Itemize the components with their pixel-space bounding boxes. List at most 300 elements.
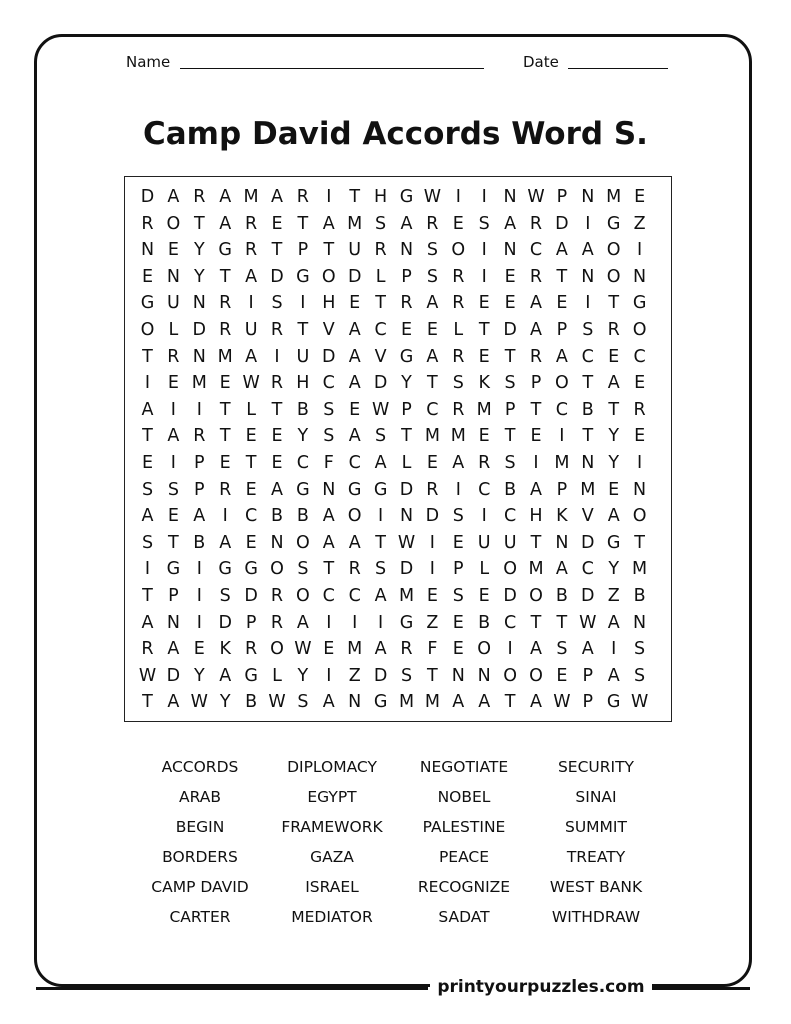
grid-cell[interactable]: E (478, 293, 490, 314)
grid-cell[interactable]: H (529, 506, 543, 527)
grid-cell[interactable]: N (192, 293, 206, 314)
grid-cell[interactable]: I (170, 399, 176, 420)
grid-cell[interactable]: D (399, 479, 414, 500)
grid-cell[interactable]: T (271, 399, 283, 420)
grid-cell[interactable]: E (323, 639, 335, 660)
grid-cell[interactable]: A (530, 639, 542, 660)
grid-cell[interactable]: D (399, 559, 414, 580)
grid-cell[interactable]: H (374, 187, 388, 207)
grid-cell[interactable]: P (245, 612, 257, 633)
grid-cell[interactable]: P (194, 479, 205, 500)
grid-cell[interactable]: S (452, 373, 464, 394)
grid-cell[interactable]: O (321, 266, 336, 287)
date-line[interactable] (568, 68, 668, 69)
grid-cell[interactable]: T (142, 426, 153, 447)
grid-cell[interactable]: T (530, 532, 542, 553)
grid-cell[interactable]: A (167, 639, 180, 660)
grid-cell[interactable]: O (270, 559, 284, 580)
grid-cell[interactable]: D (581, 586, 595, 606)
grid-cell[interactable]: I (378, 612, 384, 633)
grid-cell[interactable]: A (530, 293, 542, 314)
grid-cell[interactable]: G (140, 293, 155, 314)
grid-cell[interactable]: A (581, 639, 594, 660)
grid-cell[interactable]: G (399, 187, 414, 207)
grid-cell[interactable]: Y (193, 266, 205, 287)
grid-cell[interactable]: I (481, 240, 487, 261)
grid-cell[interactable]: A (530, 320, 542, 340)
grid-cell[interactable]: D (140, 187, 155, 207)
grid-cell[interactable]: T (556, 266, 568, 287)
grid-cell[interactable]: B (270, 506, 283, 527)
grid-cell[interactable]: A (167, 692, 180, 713)
grid-cell[interactable]: N (477, 665, 491, 686)
grid-cell[interactable]: B (478, 612, 491, 633)
grid-cell[interactable]: N (581, 187, 595, 207)
grid-cell[interactable]: E (452, 612, 464, 633)
grid-cell[interactable]: T (582, 426, 594, 447)
grid-cell[interactable]: B (633, 586, 646, 606)
grid-cell[interactable]: I (144, 559, 151, 580)
grid-cell[interactable]: Y (608, 426, 620, 447)
grid-cell[interactable]: O (451, 240, 466, 261)
grid-cell[interactable]: K (478, 373, 490, 394)
grid-cell[interactable]: G (296, 479, 310, 500)
grid-cell[interactable]: S (452, 586, 464, 606)
grid-cell[interactable]: I (326, 612, 332, 633)
grid-cell[interactable]: W (579, 612, 597, 633)
grid-cell[interactable]: A (400, 213, 413, 234)
grid-cell[interactable]: S (452, 506, 464, 527)
grid-cell[interactable]: T (427, 665, 438, 686)
grid-cell[interactable]: K (219, 639, 231, 660)
grid-cell[interactable]: T (219, 266, 231, 287)
grid-cell[interactable]: G (373, 692, 388, 713)
grid-cell[interactable]: R (219, 320, 232, 340)
grid-cell[interactable]: U (166, 293, 180, 314)
grid-cell[interactable]: B (245, 692, 258, 713)
grid-cell[interactable]: I (559, 426, 565, 447)
grid-cell[interactable]: S (297, 692, 309, 713)
grid-cell[interactable]: Y (219, 692, 231, 713)
grid-cell[interactable]: I (196, 559, 202, 580)
grid-cell[interactable]: Y (608, 453, 620, 473)
grid-cell[interactable]: A (607, 373, 620, 394)
grid-cell[interactable]: I (196, 586, 202, 606)
grid-cell[interactable]: A (374, 639, 387, 660)
grid-cell[interactable]: T (582, 373, 594, 394)
grid-cell[interactable]: G (399, 346, 414, 367)
grid-cell[interactable]: N (322, 479, 336, 500)
grid-cell[interactable]: I (455, 187, 461, 207)
grid-cell[interactable]: A (530, 479, 542, 500)
grid-cell[interactable]: A (555, 559, 568, 580)
grid-cell[interactable]: E (167, 240, 179, 261)
grid-cell[interactable]: M (347, 213, 363, 234)
grid-cell[interactable]: D (503, 586, 517, 606)
grid-cell[interactable]: T (608, 293, 620, 314)
grid-cell[interactable]: M (217, 346, 233, 367)
grid-cell[interactable]: G (166, 559, 181, 580)
grid-cell[interactable]: R (529, 213, 543, 234)
grid-cell[interactable]: R (400, 639, 413, 660)
grid-cell[interactable]: I (611, 639, 617, 660)
grid-cell[interactable]: A (322, 213, 335, 234)
grid-cell[interactable]: I (196, 399, 202, 420)
grid-cell[interactable]: O (632, 506, 647, 527)
grid-cell[interactable]: T (142, 586, 153, 606)
grid-cell[interactable]: M (528, 559, 544, 580)
grid-cell[interactable]: I (507, 639, 513, 660)
grid-cell[interactable]: D (218, 612, 232, 633)
grid-cell[interactable]: A (555, 346, 568, 367)
grid-cell[interactable]: S (219, 586, 231, 606)
grid-cell[interactable]: T (530, 612, 542, 633)
grid-cell[interactable]: O (166, 213, 181, 234)
grid-cell[interactable]: S (141, 479, 154, 500)
grid-cell[interactable]: N (192, 346, 206, 367)
grid-cell[interactable]: C (348, 586, 361, 606)
grid-cell[interactable]: E (219, 453, 231, 473)
grid-cell[interactable]: A (219, 213, 232, 234)
grid-cell[interactable]: N (166, 612, 180, 633)
grid-cell[interactable]: C (296, 453, 309, 473)
grid-cell[interactable]: G (244, 665, 258, 686)
grid-cell[interactable]: E (556, 665, 568, 686)
grid-cell[interactable]: I (481, 506, 487, 527)
grid-cell[interactable]: A (530, 692, 542, 713)
grid-cell[interactable]: M (424, 692, 440, 713)
grid-cell[interactable]: A (348, 532, 361, 553)
grid-cell[interactable]: S (556, 639, 568, 660)
grid-cell[interactable]: T (375, 532, 386, 553)
grid-cell[interactable]: W (397, 532, 416, 553)
grid-cell[interactable]: N (633, 479, 647, 500)
grid-cell[interactable]: C (478, 479, 491, 500)
grid-cell[interactable]: C (322, 373, 335, 394)
grid-cell[interactable]: K (556, 506, 568, 527)
grid-cell[interactable]: N (166, 266, 180, 287)
grid-cell[interactable]: T (271, 240, 283, 261)
grid-cell[interactable]: E (426, 586, 438, 606)
grid-cell[interactable]: O (270, 639, 284, 660)
grid-cell[interactable]: E (478, 426, 490, 447)
grid-cell[interactable]: R (426, 213, 439, 234)
grid-cell[interactable]: C (529, 240, 543, 261)
grid-cell[interactable]: A (607, 665, 620, 686)
grid-cell[interactable]: I (481, 266, 487, 287)
grid-cell[interactable]: L (168, 320, 179, 340)
grid-cell[interactable]: T (349, 187, 361, 207)
grid-cell[interactable]: C (581, 346, 594, 367)
grid-cell[interactable]: A (141, 612, 154, 633)
grid-cell[interactable]: D (425, 506, 440, 527)
grid-cell[interactable]: R (529, 266, 543, 287)
grid-cell[interactable]: G (606, 213, 621, 234)
grid-cell[interactable]: A (271, 187, 283, 207)
grid-cell[interactable]: T (297, 320, 309, 340)
grid-cell[interactable]: C (555, 399, 568, 420)
grid-cell[interactable]: R (529, 346, 543, 367)
grid-cell[interactable]: M (632, 559, 648, 580)
grid-cell[interactable]: R (219, 293, 232, 314)
grid-cell[interactable]: R (452, 399, 465, 420)
grid-cell[interactable]: I (222, 506, 228, 527)
grid-cell[interactable]: G (218, 559, 232, 580)
grid-cell[interactable]: T (530, 399, 542, 420)
grid-cell[interactable]: G (244, 559, 258, 580)
grid-cell[interactable]: W (423, 187, 442, 207)
grid-cell[interactable]: T (219, 426, 231, 447)
grid-cell[interactable]: N (555, 532, 569, 553)
grid-cell[interactable]: E (608, 346, 620, 367)
grid-cell[interactable]: E (141, 453, 154, 473)
grid-cell[interactable]: W (527, 187, 545, 207)
grid-cell[interactable]: S (375, 426, 387, 447)
grid-cell[interactable]: P (556, 479, 568, 500)
grid-cell[interactable]: W (371, 399, 390, 420)
grid-cell[interactable]: T (634, 532, 645, 553)
grid-cell[interactable]: N (503, 240, 517, 261)
grid-cell[interactable]: I (637, 240, 643, 261)
grid-cell[interactable]: B (193, 532, 206, 553)
grid-cell[interactable]: R (400, 293, 413, 314)
grid-cell[interactable]: A (504, 213, 517, 234)
grid-cell[interactable]: E (634, 426, 646, 447)
grid-cell[interactable]: D (244, 586, 258, 606)
grid-cell[interactable]: E (504, 266, 516, 287)
grid-cell[interactable]: R (270, 586, 284, 606)
grid-cell[interactable]: S (141, 532, 154, 553)
grid-cell[interactable]: N (399, 240, 414, 261)
grid-cell[interactable]: L (246, 399, 256, 420)
grid-cell[interactable]: O (606, 266, 621, 287)
grid-cell[interactable]: T (193, 213, 205, 234)
grid-cell[interactable]: S (167, 479, 179, 500)
grid-cell[interactable]: R (193, 426, 206, 447)
grid-cell[interactable]: A (581, 240, 594, 261)
grid-cell[interactable]: N (581, 453, 595, 473)
grid-cell[interactable]: A (271, 479, 283, 500)
grid-cell[interactable]: E (271, 213, 283, 234)
grid-cell[interactable]: B (504, 479, 517, 500)
grid-cell[interactable]: P (401, 266, 412, 287)
grid-cell[interactable]: I (300, 293, 306, 314)
grid-cell[interactable]: G (218, 240, 232, 261)
grid-cell[interactable]: D (347, 266, 362, 287)
grid-cell[interactable]: O (296, 586, 310, 606)
grid-cell[interactable]: R (193, 187, 206, 207)
grid-cell[interactable]: I (585, 213, 591, 234)
grid-cell[interactable]: T (323, 240, 335, 261)
grid-cell[interactable]: A (322, 532, 335, 553)
grid-cell[interactable]: S (323, 399, 335, 420)
grid-cell[interactable]: E (426, 320, 438, 340)
grid-cell[interactable]: I (637, 453, 643, 473)
grid-cell[interactable]: E (452, 639, 464, 660)
grid-cell[interactable]: Y (401, 373, 412, 394)
grid-cell[interactable]: I (326, 665, 332, 686)
grid-cell[interactable]: Y (297, 665, 309, 686)
grid-cell[interactable]: A (193, 506, 206, 527)
grid-cell[interactable]: A (348, 320, 361, 340)
grid-cell[interactable]: B (296, 399, 309, 420)
grid-cell[interactable]: E (271, 453, 283, 473)
grid-cell[interactable]: O (555, 373, 569, 394)
grid-cell[interactable]: A (219, 665, 232, 686)
grid-cell[interactable]: R (270, 320, 284, 340)
grid-cell[interactable]: M (554, 453, 570, 473)
grid-cell[interactable]: E (167, 506, 179, 527)
grid-cell[interactable]: R (607, 320, 620, 340)
grid-cell[interactable]: S (400, 665, 413, 686)
grid-cell[interactable]: E (400, 320, 413, 340)
grid-cell[interactable]: R (633, 399, 646, 420)
grid-cell[interactable]: T (219, 399, 231, 420)
grid-cell[interactable]: Z (633, 213, 646, 234)
grid-cell[interactable]: H (322, 293, 336, 314)
grid-cell[interactable]: A (607, 506, 620, 527)
grid-cell[interactable]: O (296, 532, 310, 553)
grid-cell[interactable]: E (556, 293, 568, 314)
grid-cell[interactable]: T (375, 293, 386, 314)
grid-cell[interactable]: R (219, 479, 232, 500)
grid-cell[interactable]: O (347, 506, 362, 527)
grid-cell[interactable]: B (555, 586, 568, 606)
grid-cell[interactable]: G (296, 266, 310, 287)
grid-cell[interactable]: A (452, 692, 465, 713)
grid-cell[interactable]: M (606, 187, 622, 207)
grid-cell[interactable]: S (504, 373, 516, 394)
grid-cell[interactable]: E (141, 266, 154, 287)
grid-cell[interactable]: E (634, 373, 646, 394)
grid-cell[interactable]: N (633, 612, 647, 633)
grid-cell[interactable]: M (424, 426, 440, 447)
grid-cell[interactable]: D (373, 665, 388, 686)
grid-cell[interactable]: P (168, 586, 179, 606)
grid-cell[interactable]: S (297, 559, 309, 580)
grid-cell[interactable]: S (426, 240, 438, 261)
grid-cell[interactable]: R (452, 266, 465, 287)
grid-cell[interactable]: I (326, 187, 332, 207)
grid-cell[interactable]: R (141, 213, 154, 234)
grid-cell[interactable]: Y (193, 240, 205, 261)
grid-cell[interactable]: M (580, 479, 596, 500)
grid-cell[interactable]: W (294, 639, 312, 660)
grid-cell[interactable]: S (478, 213, 490, 234)
grid-cell[interactable]: N (503, 187, 517, 207)
grid-cell[interactable]: O (529, 665, 543, 686)
grid-cell[interactable]: G (632, 293, 647, 314)
grid-cell[interactable]: L (401, 453, 412, 473)
grid-cell[interactable]: S (426, 266, 438, 287)
grid-cell[interactable]: Y (193, 665, 205, 686)
grid-cell[interactable]: W (553, 692, 571, 713)
grid-cell[interactable]: S (504, 453, 516, 473)
grid-cell[interactable]: I (352, 612, 358, 633)
grid-cell[interactable]: A (374, 453, 387, 473)
grid-cell[interactable]: D (322, 346, 336, 367)
grid-cell[interactable]: C (348, 453, 361, 473)
grid-cell[interactable]: W (138, 665, 157, 686)
grid-cell[interactable]: Z (348, 665, 361, 686)
grid-cell[interactable]: E (608, 479, 620, 500)
grid-cell[interactable]: S (582, 320, 594, 340)
grid-cell[interactable]: R (245, 639, 258, 660)
grid-cell[interactable]: E (634, 187, 646, 207)
grid-cell[interactable]: E (504, 293, 516, 314)
grid-cell[interactable]: P (297, 240, 309, 261)
grid-cell[interactable]: O (140, 320, 155, 340)
grid-cell[interactable]: N (633, 266, 647, 287)
grid-cell[interactable]: N (451, 665, 465, 686)
grid-cell[interactable]: C (633, 346, 646, 367)
grid-cell[interactable]: R (426, 479, 439, 500)
grid-cell[interactable]: A (219, 532, 232, 553)
grid-cell[interactable]: E (245, 426, 257, 447)
grid-cell[interactable]: N (399, 506, 414, 527)
grid-cell[interactable]: C (426, 399, 439, 420)
grid-cell[interactable]: R (452, 293, 465, 314)
grid-cell[interactable]: S (323, 426, 335, 447)
grid-cell[interactable]: A (426, 293, 439, 314)
grid-cell[interactable]: M (191, 373, 207, 394)
grid-cell[interactable]: D (503, 320, 517, 340)
grid-cell[interactable]: I (429, 532, 435, 553)
grid-cell[interactable]: E (271, 426, 283, 447)
grid-cell[interactable]: T (504, 346, 516, 367)
grid-cell[interactable]: L (375, 266, 386, 287)
grid-cell[interactable]: A (167, 426, 180, 447)
grid-cell[interactable]: Z (607, 586, 620, 606)
grid-cell[interactable]: A (348, 426, 361, 447)
word-search-grid[interactable] (124, 176, 672, 722)
grid-cell[interactable]: S (634, 665, 646, 686)
grid-cell[interactable]: R (296, 187, 309, 207)
grid-cell[interactable]: C (503, 506, 517, 527)
grid-cell[interactable]: O (529, 586, 543, 606)
name-line[interactable] (180, 68, 484, 69)
grid-cell[interactable]: M (398, 692, 415, 713)
grid-cell[interactable]: G (606, 692, 621, 713)
grid-cell[interactable]: A (141, 506, 154, 527)
grid-cell[interactable]: M (398, 586, 415, 606)
grid-cell[interactable]: I (378, 506, 384, 527)
grid-cell[interactable]: T (297, 213, 309, 234)
grid-cell[interactable]: T (504, 692, 516, 713)
grid-cell[interactable]: L (453, 320, 464, 340)
grid-cell[interactable]: O (632, 320, 647, 340)
grid-cell[interactable]: P (194, 453, 205, 473)
grid-cell[interactable]: N (140, 240, 155, 261)
grid-cell[interactable]: L (479, 559, 490, 580)
grid-cell[interactable]: E (426, 453, 438, 473)
grid-cell[interactable]: Z (426, 612, 439, 633)
grid-cell[interactable]: B (296, 506, 309, 527)
grid-cell[interactable]: O (477, 639, 492, 660)
grid-cell[interactable]: V (322, 320, 335, 340)
grid-cell[interactable]: N (348, 692, 362, 713)
grid-cell[interactable]: G (399, 612, 414, 633)
grid-cell[interactable]: A (478, 692, 491, 713)
grid-cell[interactable]: D (555, 213, 569, 234)
grid-cell[interactable]: A (296, 612, 309, 633)
grid-cell[interactable]: R (348, 559, 361, 580)
grid-cell[interactable]: E (245, 479, 257, 500)
grid-cell[interactable]: A (348, 373, 361, 394)
grid-cell[interactable]: A (322, 506, 335, 527)
grid-cell[interactable]: T (478, 320, 490, 340)
grid-cell[interactable]: O (503, 559, 517, 580)
